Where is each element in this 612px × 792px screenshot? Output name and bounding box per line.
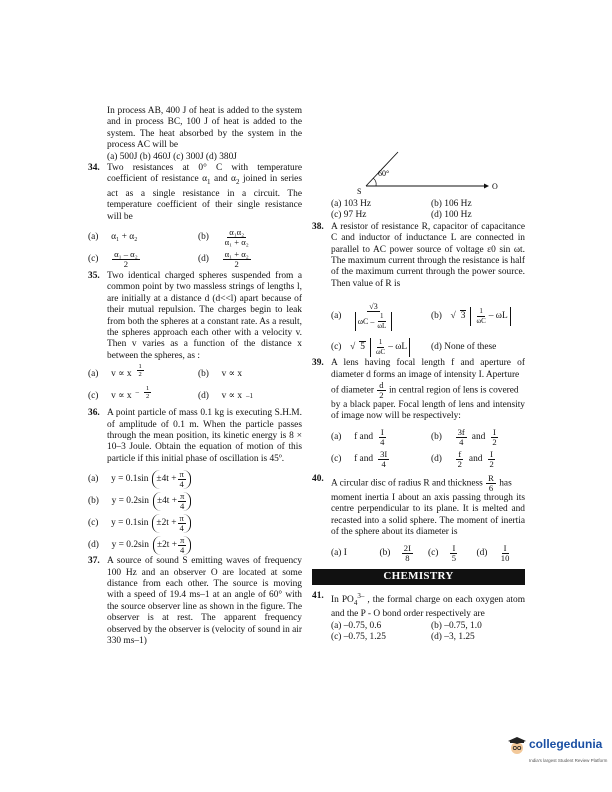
observer-label: O [492, 182, 498, 191]
q38-options [331, 296, 525, 358]
q40-stem-2: moment inertia I about an axis passing through its centre perpendicular to its plane. It is melted and recasted into a solid sphere. The moment of inertia of the sphere about its diameter is [331, 492, 525, 538]
q34-option-a: (a) α₁ + α₂ [88, 232, 138, 243]
q40-stem-1: A circular disc of radius R and thickness $\frac{R}{6}$ has [331, 472, 512, 493]
q39-stem-2: of diameter $\frac{d}{2}$ in central region of lens is covered [331, 380, 519, 401]
q38-option-a: (a) √3 ωC – $\frac{1}{\omega L}$ [331, 296, 425, 336]
q36-option-b: (b) y = 0.2sin ±4t + $\frac{\pi}{4}$ [88, 490, 302, 512]
q35-number: 35. [88, 270, 100, 281]
q34-option-b: (b) $\frac{\text{α₁α₂}}{\text{α₁ + α₂}}$ [198, 227, 249, 248]
q40-number: 40. [312, 473, 324, 484]
q35-option-c: (c) v ∝ x – $\frac{1}{2}$ [88, 384, 150, 402]
q34-option-d: (d) $\frac{\text{α₁ + α₂}}{2}$ [198, 249, 249, 270]
q41-option-a: (a) –0.75, 0.6 [331, 620, 382, 631]
q40-option-b: (b) $\frac{2I}{8}$ [379, 543, 411, 563]
q35-stem: Two identical charged spheres suspended from a common point by two massless strings of lengths l, are initially at a distance d (d<<l) apart because of their mutual repulsion. The charges begin to leak from both the spheres at a constant rate. As a result, the spheres approach each other with a velocity v. Then v varies as a function of the distance x between the spheres, as : [107, 270, 302, 361]
q37-options [312, 199, 525, 222]
student-logo-icon [507, 736, 527, 756]
question-37 [88, 556, 302, 647]
q39-option-b: (b) $\frac{3f}{4}$ and $\frac{I}{2}$ [431, 427, 497, 448]
question-36 [88, 408, 302, 556]
q39-option-a: (a) f and $\frac{I}{4}$ [331, 427, 385, 448]
q33-stem: In process AB, 400 J of heat is added to the system and in process BC, 100 J of heat is added to the system. The heat absorbed by the system in the process AC will be [107, 106, 302, 151]
question-39 [312, 358, 525, 471]
angle-arc [373, 178, 376, 186]
chemistry-section-heading: CHEMISTRY [312, 569, 525, 585]
q40-option-c: (c) $\frac{I}{5}$ [428, 543, 457, 563]
q37-option-c: (c) 97 Hz [331, 210, 367, 221]
q39-number: 39. [312, 358, 324, 369]
question-41 [312, 591, 525, 644]
q36-option-c: (c) y = 0.1sin ±2t + $\frac{\pi}{4}$ [88, 512, 302, 534]
q35-option-b: (b) v ∝ x [198, 369, 243, 380]
q41-stem: In $PO_4^{3-}$ , the formal charge on each oxygen atom and the P - O bond order respectively are [331, 591, 525, 620]
q33-options: (a) 500J (b) 460J (c) 300J (d) 380J [107, 151, 237, 162]
question-35 [88, 271, 302, 408]
q40-option-d: (d) $\frac{I}{10}$ [476, 543, 510, 563]
brand-watermark [505, 733, 608, 773]
q37-stem: A source of sound S emitting waves of frequency 100 Hz and an observer O are located at some distance from each other. The source is moving with a speed of 19.4 ms–1 at an angle of 60° with the source observer line as shown in the figure. The observer is at rest. The apparent frequency observed by the observer is (velocity of sound in air 330 ms–1) [107, 556, 303, 647]
q37-option-a: (a) 103 Hz [331, 199, 372, 209]
q38-option-d: (d) None of these [431, 341, 497, 352]
q36-option-a: (a) y = 0.1sin ±4t + $\frac{\pi}{4}$ [88, 468, 302, 490]
q34-number: 34. [88, 163, 100, 174]
q34-options [88, 227, 302, 271]
left-column [88, 106, 302, 647]
q35-option-a: (a) v ∝ x $\frac{1}{2}$ [88, 362, 142, 380]
source-observer-diagram [336, 150, 496, 196]
question-34 [88, 163, 302, 271]
question-40 [312, 474, 525, 565]
q38-option-c: (c) √ 5 $\frac{1}{\omega C}$ – ωL [331, 336, 425, 358]
question-38 [312, 222, 525, 358]
q38-option-b: (b) √ 3 $\frac{1}{\omega C}$ – ωL [431, 296, 525, 336]
q36-number: 36. [88, 408, 100, 419]
q38-number: 38. [312, 221, 324, 232]
q41-option-d: (d) –3, 1.25 [431, 632, 475, 643]
q34-stem: Two resistances at 0° C with temperature coefficient of resistance $\alpha_1$ and $\alpha_2$ joined in series act as a single resistance in a circuit. The temperature coefficient of their single resistance will be [107, 163, 302, 222]
angle-label: 60° [378, 169, 390, 178]
q37-option-d: (d) 100 Hz [431, 210, 472, 221]
q35-option-d: (d) v ∝ x –1 [198, 391, 254, 402]
brand-tagline: India's largest Student Review Platform [529, 758, 608, 763]
q37-number: 37. [88, 556, 100, 567]
q39-options [331, 427, 525, 471]
q38-stem: A resistor of resistance R, capacitor of capacitance C and inductor of inductance L are connected in parallel to AC power source of voltage ε0 sin ωt. The maximum current through the resistance is half of the maximum current through the power source. Then value of R is [331, 221, 525, 289]
q39-stem-3: by a black paper. Focal length of lens and intensity of image now will be respectively: [331, 400, 525, 422]
q35-options [88, 364, 302, 408]
q41-number: 41. [312, 590, 324, 601]
q39-stem-1: A lens having focal length f and aperture of diameter d forms an image of intensity I. Aperture [331, 358, 525, 380]
right-column [312, 199, 525, 644]
q36-option-d: (d) y = 0.2sin ±2t + $\frac{\pi}{4}$ [88, 534, 302, 556]
q41-options [331, 621, 525, 644]
q39-option-d: (d) $\frac{f}{2}$ and $\frac{I}{2}$ [431, 449, 494, 470]
source-label: S [357, 187, 362, 196]
q36-stem: A point particle of mass 0.1 kg is executing S.H.M. of amplitude of 0.1 m. When the particle passes through the mean position, its kinetic energy is 8 × 10–3 Joule. Obtain the equation of motion of this particle if this initial phase of oscillation is 45º. [107, 408, 302, 464]
q34-option-c: (c) $\frac{\text{α₁ – α₂}}{2}$ [88, 249, 138, 270]
q37-option-b: (b) 106 Hz [431, 199, 472, 209]
q40-option-a: (a) I [331, 547, 347, 558]
q41-option-b: (b) –0.75, 1.0 [431, 620, 482, 631]
arrow-head-icon [484, 184, 489, 189]
q40-options [331, 543, 525, 565]
q41-option-c: (c) –0.75, 1.25 [331, 632, 386, 643]
q36-options [88, 468, 302, 556]
question-33-continued [88, 106, 302, 163]
q39-option-c: (c) f and $\frac{3I}{4}$ [331, 449, 388, 470]
brand-name: collegedunia [529, 737, 603, 751]
